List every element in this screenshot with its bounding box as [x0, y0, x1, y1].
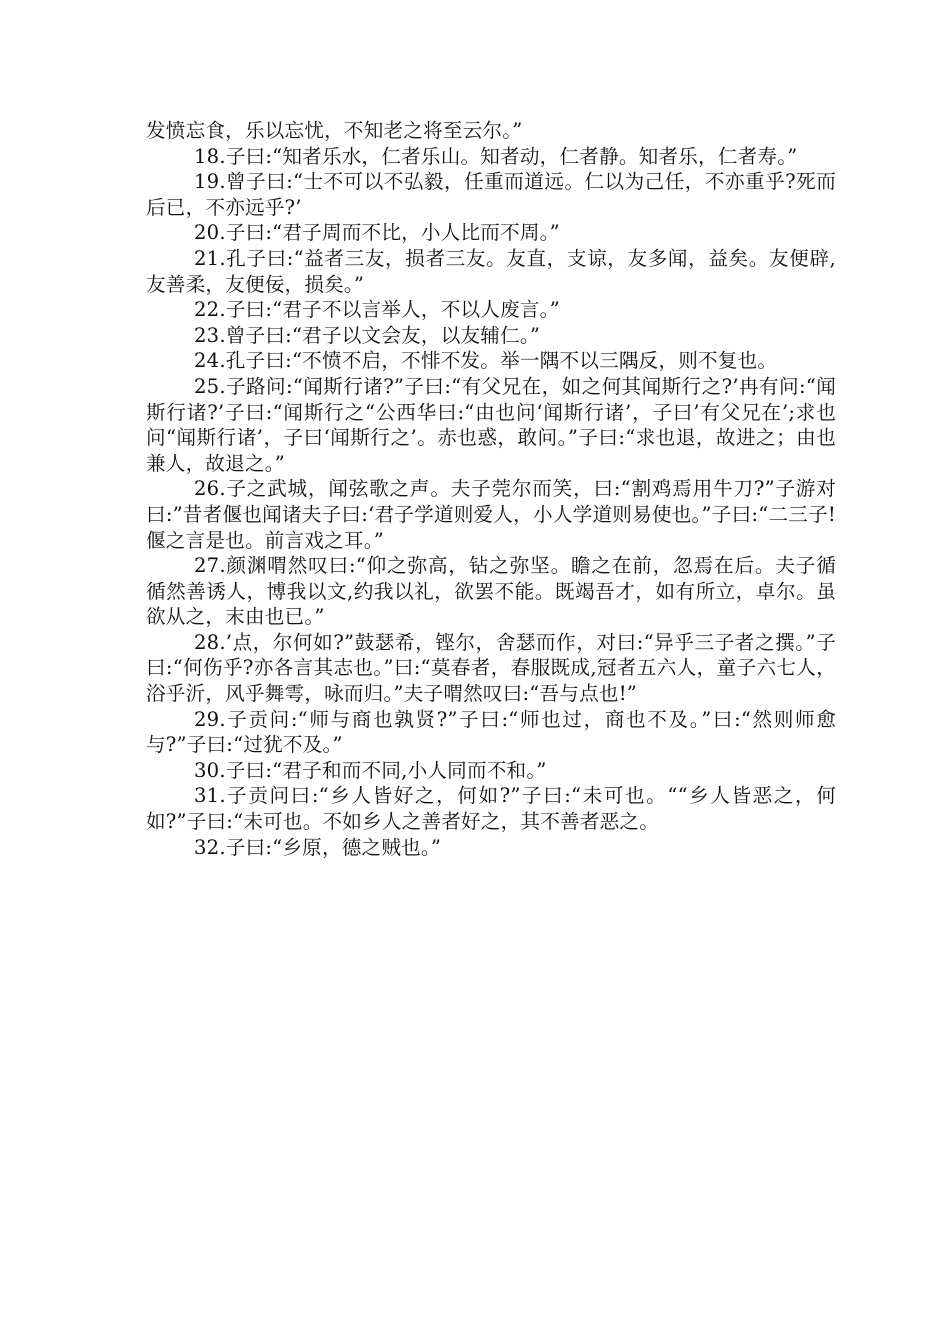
document-page — [146, 118, 836, 860]
paragraph-30: 30.子曰:“君子和而不同,小人同而不和。” — [194, 758, 547, 782]
paragraph-21: 21.孔子曰:“益者三友，损者三友。友直，支谅，友多闻，益矣。友便辟,友善柔，友便佞，损矣。” — [146, 246, 836, 296]
paragraph-25: 25.子路问:“闻斯行诸?”子曰:“有父兄在，如之何其闻斯行之?’冉有问:“闻斯行诸?’子曰:“闻斯行之“公西华曰:“由也问‘闻斯行诸’，子曰’有父兄在’;求也问“闻斯行诸’，子曰‘闻斯行之’。赤也惑，敢问。”子曰:“求也退，故进之；由也兼人，故退之。” — [146, 374, 836, 475]
paragraph-28: 28.’点，尔何如?”鼓瑟希，铿尔，舍瑟而作，对曰:“异乎三子者之撰。”子曰:“何伤乎?亦各言其志也。”曰:“莫春者，春服既成,冠者五六人，童子六七人，浴乎沂，风乎舞雩，咏而归。”夫子喟然叹曰:“吾与点也!” — [146, 630, 836, 706]
paragraph-18: 18.子曰:“知者乐水，仁者乐山。知者动，仁者静。知者乐，仁者寿。” — [194, 144, 798, 168]
paragraph-29: 29.子贡问:“师与商也孰贤?”子曰:“师也过，商也不及。”曰:“然则师愈与?”子曰:“过犹不及。” — [146, 707, 836, 757]
paragraph-32: 32.子曰:“乡原，德之贼也。” — [194, 835, 442, 859]
paragraph-22: 22.子曰:“君子不以言举人，不以人废言。” — [194, 298, 560, 322]
paragraph-31: 31.子贡问曰:“乡人皆好之，何如?”子曰:“未可也。““乡人皆恶之，何如?”子曰:“未可也。不如乡人之善者好之，其不善者恶之。 — [146, 784, 836, 834]
paragraph-continuation: 发愤忘食，乐以忘忧，不知老之将至云尔。” — [146, 119, 523, 142]
paragraph-27: 27.颜渊喟然叹曰:“仰之弥高，钻之弥坚。瞻之在前，忽焉在后。夫子循循然善诱人，博我以文,约我以礼，欲罢不能。既竭吾才，如有所立，卓尔。虽欲从之，末由也已。” — [146, 554, 836, 629]
paragraph-26: 26.子之武城，闻弦歌之声。夫子莞尔而笑，曰:“割鸡焉用牛刀?”子游对曰:”昔者偃也闻诸夫子曰:‘君子学道则爱人，小人学道则易使也。”子曰:“二三子!偃之言是也。前言戏之耳。” — [146, 477, 836, 552]
paragraph-20: 20.子曰:“君子周而不比，小人比而不周。” — [194, 221, 560, 245]
paragraph-19: 19.曾子曰:“士不可以不弘毅，任重而道远。仁以为己任，不亦重乎?死而后已，不亦远乎?’ — [146, 170, 836, 219]
paragraph-24: 24.孔子曰:“不愤不启，不悱不发。举一隅不以三隅反，则不复也。 — [194, 349, 778, 373]
paragraph-23: 23.曾子曰:“君子以文会友，以友辅仁。” — [194, 323, 541, 347]
